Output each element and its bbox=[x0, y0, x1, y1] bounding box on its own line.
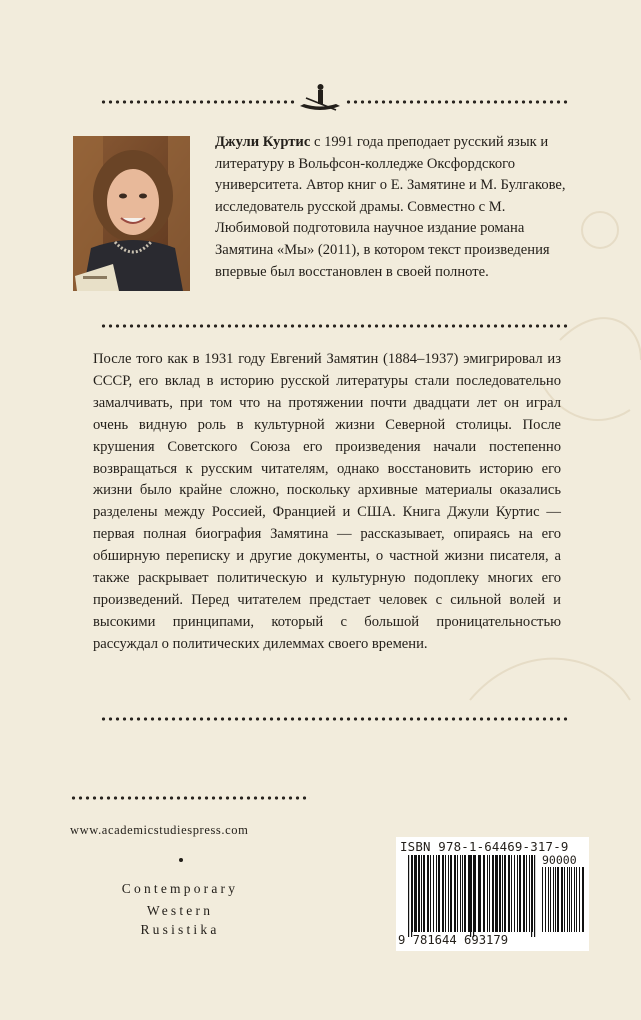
author-photo bbox=[73, 136, 190, 291]
publisher-url[interactable]: www.academicstudiespress.com bbox=[70, 823, 249, 837]
lower-dotted-divider bbox=[100, 717, 568, 721]
bullet-dot bbox=[179, 858, 183, 862]
author-name: Джули Куртис bbox=[215, 134, 311, 150]
book-description: После того как в 1931 году Евгений Замятин (1884–1937) эмигрировал из СССР, его вклад в историю русской литературы стали последовательно замалчивать, при том что на протяжении почти двадцати лет он играл очень видную роль в культурной жизни Северной столицы. После крушения Советского Союза его произведения начали постепенно возвращаться к русским читателям, однако восстановить историю его жизни было крайне сложно, поскольку архивные материалы оказались разделены между Россией, Францией и США. Книга Джули Куртис — первая полная биография Замятина — рассказывает, опираясь на его обширную переписку и другие документы, о частной жизни писателя, а также раскрывает политическую и культурную подоплеку многих его произведений. Перед читателем предстает человек с сильной волей и высокими принципами, который с большой проницательностью рассуждал о политических дилеммах своего времени. bbox=[93, 351, 561, 652]
series-line-1: Contemporary bbox=[121, 881, 239, 896]
series-line-2: Western bbox=[146, 903, 214, 918]
series-line-3: Rusistika bbox=[140, 922, 220, 937]
small-dotted-divider bbox=[70, 796, 310, 800]
middle-dotted-divider bbox=[100, 324, 568, 328]
boat-with-rower-icon bbox=[296, 76, 344, 116]
isbn-label: ISBN 978-1-64469-317-9 bbox=[400, 839, 569, 854]
author-bio bbox=[215, 132, 571, 283]
barcode-addon-number: 90000 bbox=[542, 853, 577, 867]
author-bio-text: с 1991 года преподает русский язык и литературу в Вольфсон-колледже Оксфордского университета. Автор книг о Е. Замятине и М. Булгакове, исследователь русской драмы. Совместно с М. Любимовой подготовила научное издание романа Замятина «Мы» (2011), в котором текст произведения впервые был восстановлен в своей полноте. bbox=[215, 134, 566, 280]
author-portrait bbox=[73, 136, 190, 291]
isbn-barcode bbox=[396, 837, 589, 951]
barcode-number: 9 781644 693179 bbox=[398, 933, 509, 947]
